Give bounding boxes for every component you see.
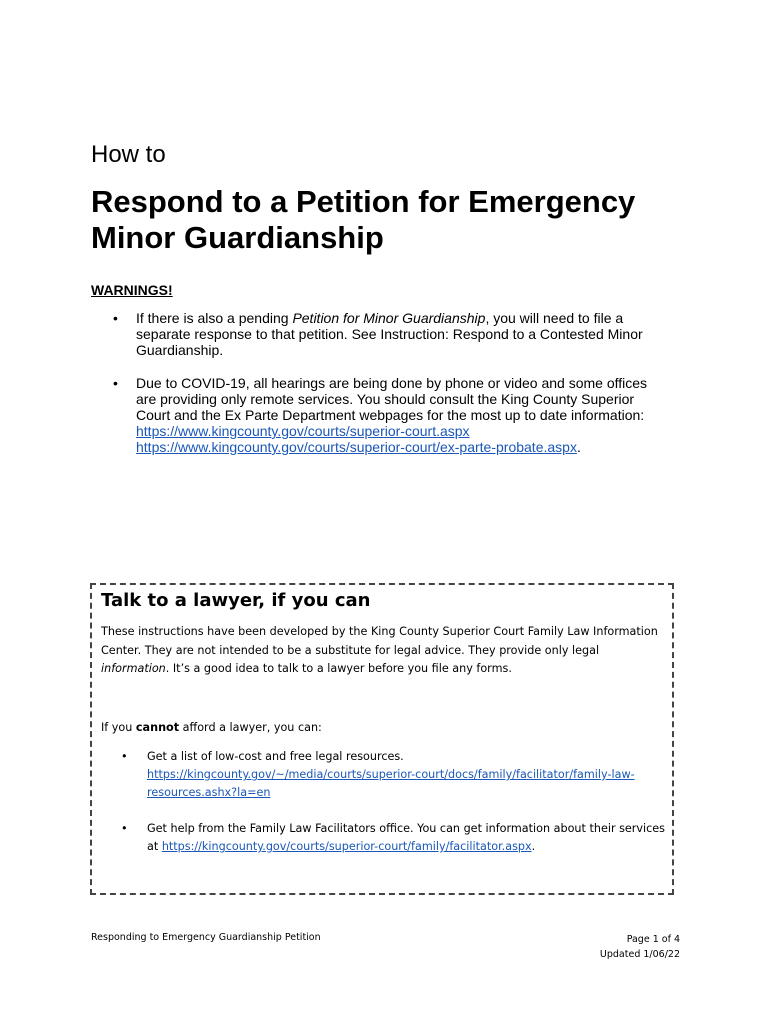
updated-date: Updated 1/06/22 <box>599 949 680 960</box>
bullet-icon: • <box>113 375 118 391</box>
resource-item: • Get help from the Family Law Facilitators office. You can get information about their services at https://kingcounty.gov/courts/superior-court/family/facilitator.aspx. <box>121 822 665 853</box>
bullet-icon: • <box>113 310 118 326</box>
page-pretitle: How to <box>91 141 166 168</box>
page-number: Page 1 of 4 <box>626 934 680 945</box>
facilitator-link[interactable]: https://kingcounty.gov/courts/superior-court/family/facilitator.aspx <box>161 840 532 853</box>
resource-item: • Get a list of low-cost and free legal resources. https://kingcounty.gov/~/media/courts/superior-court/docs/family/facilitator/family-law-resources.ashx?la=en <box>121 750 635 799</box>
superior-court-link[interactable]: https://www.kingcounty.gov/courts/superior-court.aspx <box>136 423 470 439</box>
footer-doc-title: Responding to Emergency Guardianship Petition <box>91 932 321 943</box>
callout-intro: These instructions have been developed by the King County Superior Court Family Law Information Center. They are not intended to be a substitute for legal advice. They provide only legal information. It’s a good idea to talk to a lawyer before you file any forms. <box>101 625 658 675</box>
warning-item: • If there is also a pending Petition for Minor Guardianship, you will need to file a separate response to that petition. See Instruction: Respond to a Contested Minor Guardianship. <box>113 310 643 358</box>
page-title: Respond to a Petition for Emergency Minor Guardianship <box>91 184 636 255</box>
footer-page-info <box>600 932 680 962</box>
bullet-icon: • <box>121 750 128 763</box>
afford-text: If you cannot afford a lawyer, you can: <box>101 721 322 734</box>
warning-item: • Due to COVID-19, all hearings are being done by phone or video and some offices are providing only remote services. You should consult the King County Superior Court and the Ex Parte Department webpages for the most up to date information: https://www.kingcounty.gov/courts/superior-court.aspx https://www.kingcounty.gov/courts/superior-court/ex-parte-probate.aspx. <box>113 375 648 455</box>
resource-list <box>101 748 666 874</box>
warnings-heading: WARNINGS! <box>91 282 173 298</box>
legal-resources-link[interactable]: https://kingcounty.gov/~/media/courts/superior-court/docs/family/facilitator/family-law-resources.ashx?la=en <box>147 768 635 799</box>
bullet-icon: • <box>121 822 128 835</box>
petition-name: Petition for Minor Guardianship <box>292 310 486 326</box>
ex-parte-link[interactable]: https://www.kingcounty.gov/courts/superior-court/ex-parte-probate.aspx <box>136 439 577 455</box>
warnings-list <box>91 310 651 472</box>
callout-title: Talk to a lawyer, if you can <box>101 590 371 611</box>
lawyer-callout-box <box>90 583 674 895</box>
